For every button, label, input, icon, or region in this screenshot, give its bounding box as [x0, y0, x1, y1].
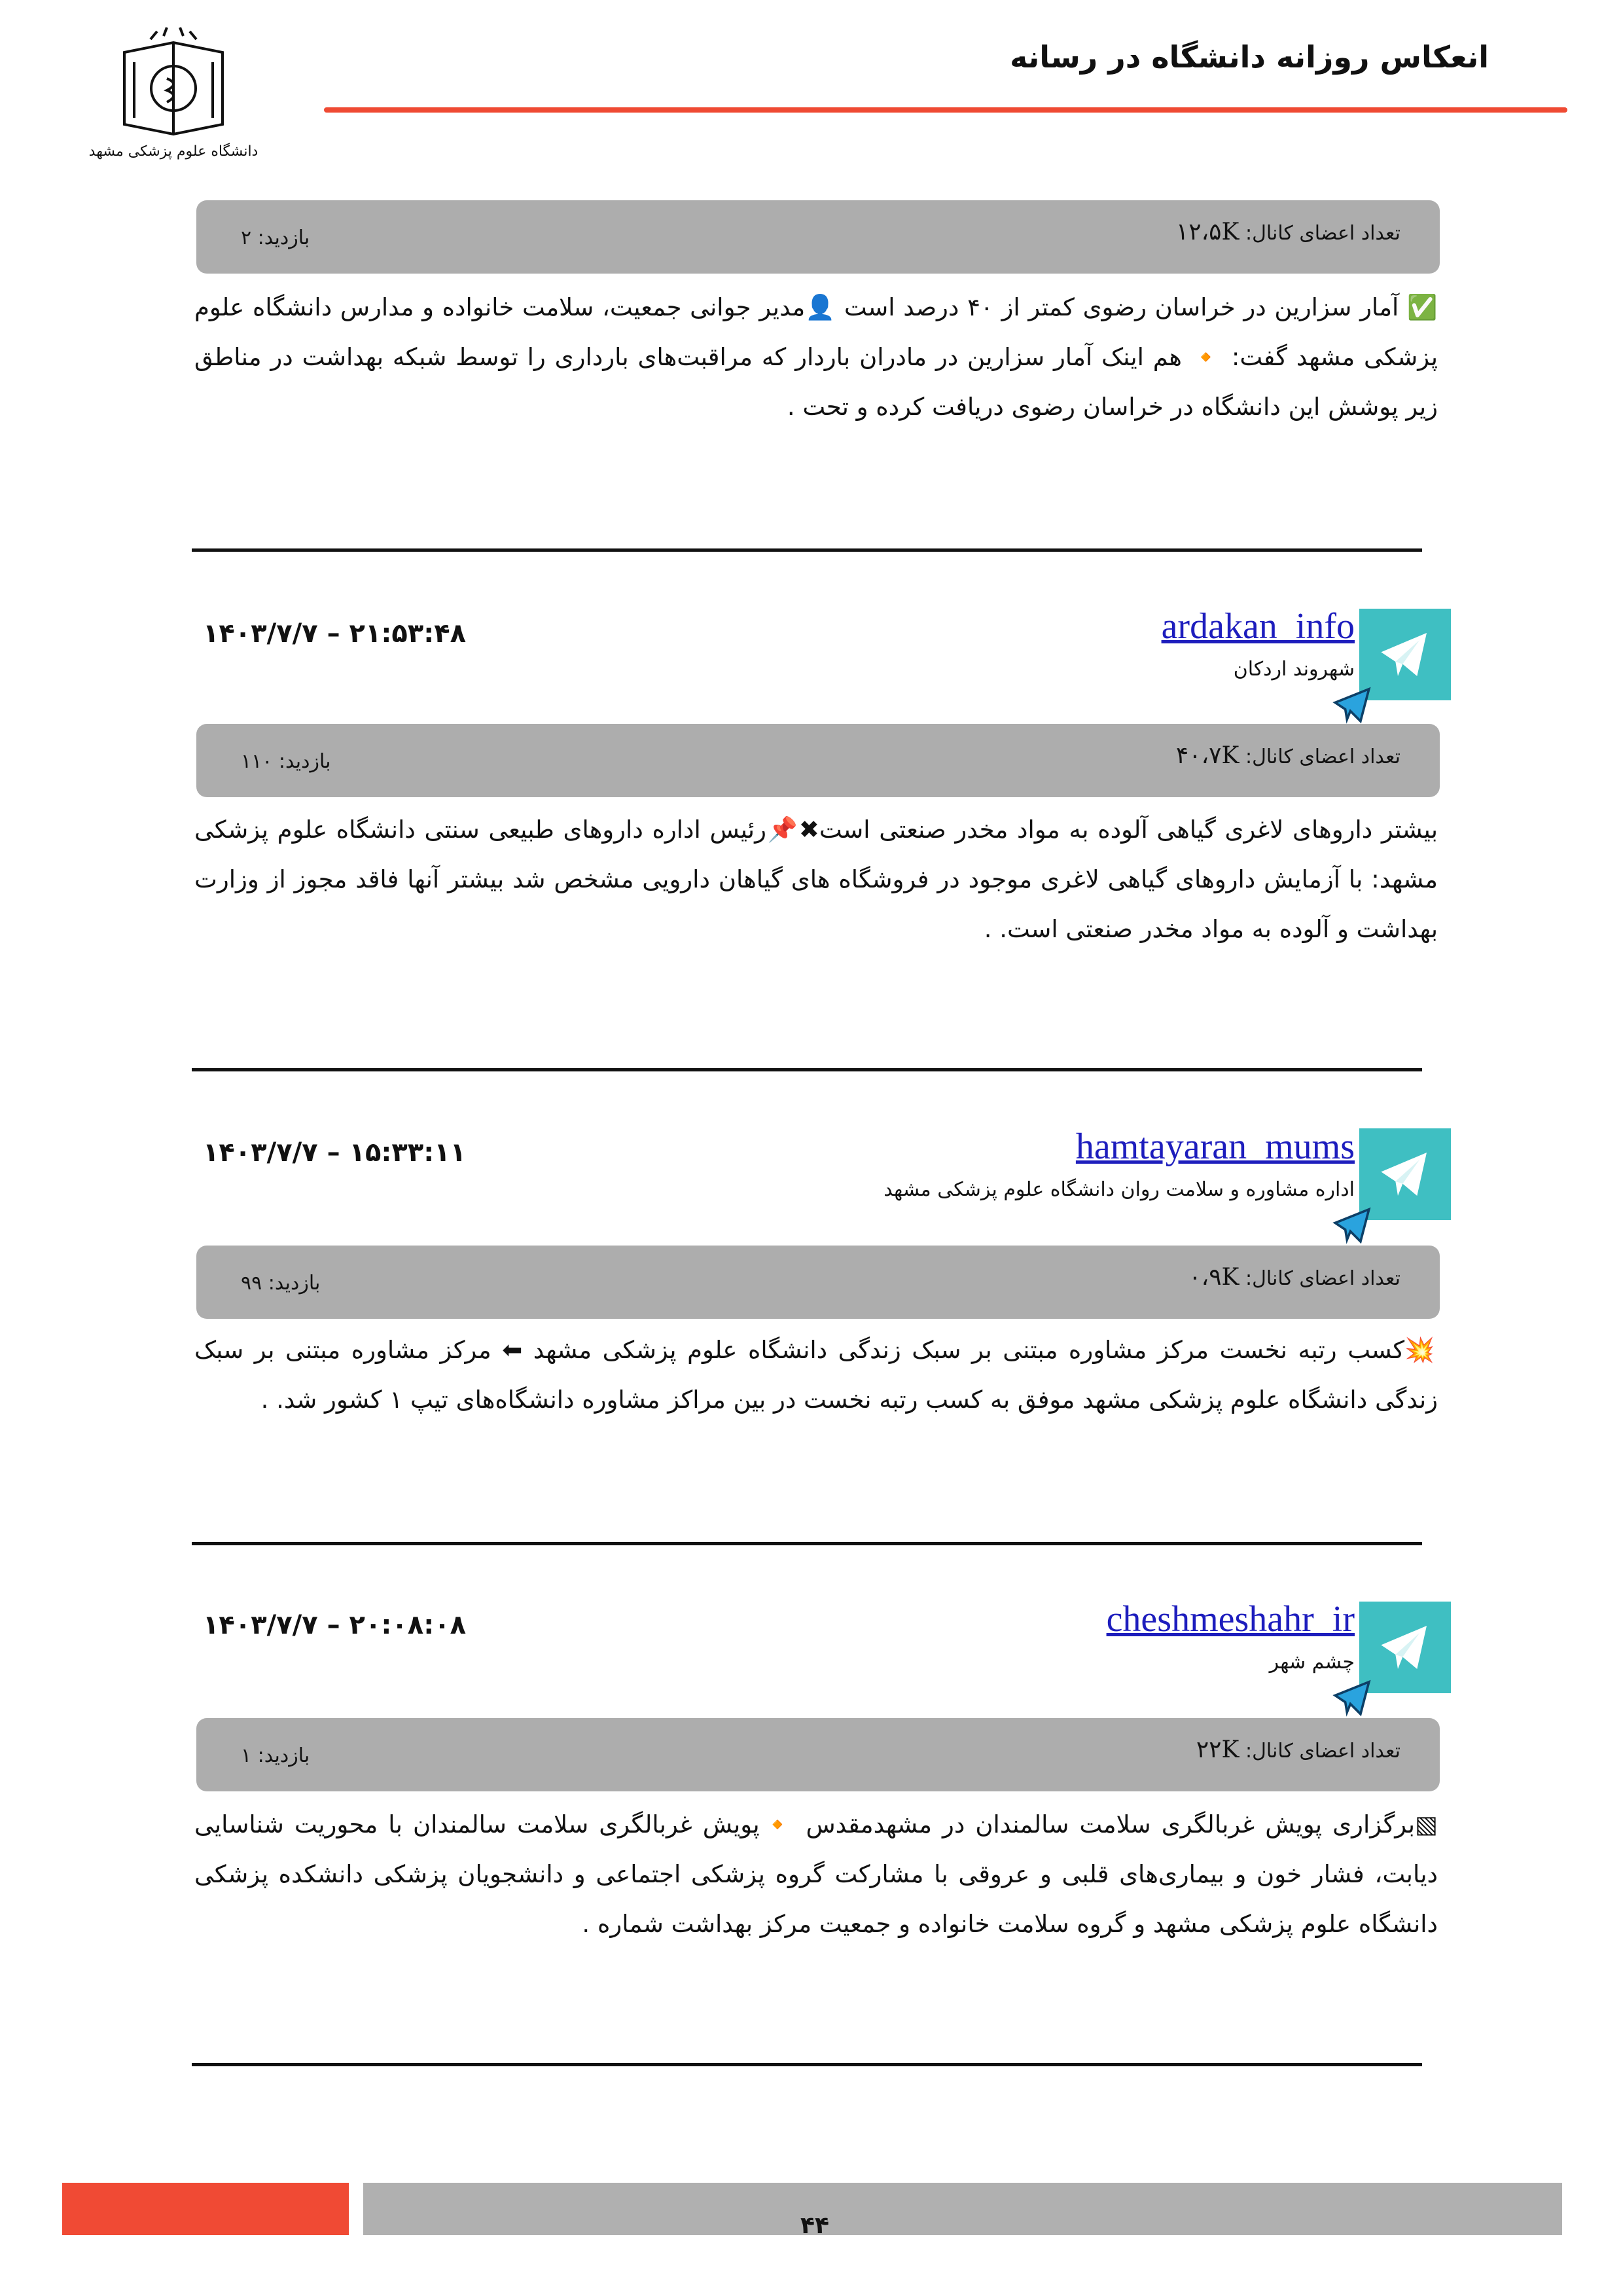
cross-icon: ✖: [798, 816, 819, 844]
channel-subtitle: چشم شهر: [1269, 1651, 1355, 1674]
channel-stats-bar: [196, 200, 1440, 274]
check-icon: ✅: [1406, 293, 1438, 321]
telegram-badge-icon: [1332, 1677, 1372, 1717]
post-datetime: ۱۴۰۳/۷/۷ – ۲۱:۵۳:۴۸: [203, 619, 467, 649]
telegram-badge-icon: [1332, 1204, 1372, 1245]
post-text: ▧برگزاری پویش غربالگری سلامت سالمندان در مشهدمقدس 🔸پویش غربالگری سلامت سالمندان با محوریت شناسایی دیابت، فشار خون و بیماری‌های قلبی و عروقی با مشارکت گروه پزشکی اجتماعی و دانشجویان پزشکی دانشکده پزشکی دانشگاه علوم پزشکی مشهد و گروه سلامت خانواده و جمعیت مرکز بهداشت شماره .: [194, 1810, 1438, 1938]
view-count: بازدید: ۱: [241, 1744, 310, 1767]
channel-name-link[interactable]: cheshmeshahr_ir: [1106, 1599, 1355, 1640]
telegram-badge-icon: [1332, 684, 1372, 725]
post-text: بیشتر داروهای لاغری گیاهی آلوده به مواد مخدر صنعتی است✖📌رئیس اداره داروهای طبیعی سنتی دانشگاه علوم پزشکی مشهد: با آزمایش داروهای گیاهی لاغری موجود در فروشگاه های گیاهان دارویی مشخص شد بیشتر آنها فاقد مجوز از وزارت بهداشت و آلوده به مواد مخدر صنعتی است. .: [194, 816, 1438, 943]
telegram-logo-icon: [1359, 1602, 1451, 1693]
channel-stats-bar: [196, 1718, 1440, 1791]
section-divider: [192, 548, 1422, 552]
footer-accent-bar: [62, 2183, 349, 2235]
page-header-title: انعکاس روزانه دانشگاه در رسانه: [1010, 39, 1489, 75]
diamond-icon: 🔸: [1189, 343, 1222, 371]
logo-caption: دانشگاه علوم پزشکی مشهد: [88, 143, 259, 160]
section-divider: [192, 1542, 1422, 1545]
arrow-left-icon: ⬅: [502, 1336, 523, 1364]
university-logo-icon: [88, 26, 259, 164]
channel-stats-bar: [196, 724, 1440, 797]
post-datetime: ۱۴۰۳/۷/۷ – ۱۵:۳۳:۱۱: [203, 1138, 467, 1168]
person-icon: 👤: [805, 293, 836, 321]
diamond-icon: 🔸: [759, 1810, 796, 1839]
header-divider: [324, 107, 1567, 113]
members-count: تعداد اعضای کانال: ۰،۹K: [1188, 1264, 1400, 1291]
post-text: 💥کسب رتبه نخست مرکز مشاوره مبتنی بر سبک زندگی دانشگاه علوم پزشکی مشهد ⬅ مرکز مشاوره مبتنی بر سبک زندگی دانشگاه علوم پزشکی مشهد موفق به کسب رتبه نخست در بین مراکز مشاوره دانشگاه‌های تیپ ۱ کشور شد. .: [194, 1336, 1438, 1414]
view-count: بازدید: ۱۱۰: [241, 750, 331, 773]
post-text: ✅ آمار سزارین در خراسان رضوی کمتر از ۴۰ درصد است 👤مدیر جوانی جمعیت، سلامت خانواده و مدارس دانشگاه علوم پزشکی مشهد گفت: 🔸 هم اینک آمار سزارین در مادران باردار که مراقبت‌های بارداری را توسط شبکه بهداشت در مناطق زیر پوشش این دانشگاه در خراسان رضوی دریافت کرده و تحت .: [194, 293, 1438, 421]
channel-subtitle: شهروند اردکان: [1233, 658, 1355, 681]
post-datetime: ۱۴۰۳/۷/۷ – ۲۰:۰۸:۰۸: [203, 1610, 467, 1640]
telegram-logo-icon: [1359, 609, 1451, 700]
channel-name-link[interactable]: ardakan_info: [1161, 606, 1355, 647]
view-count: بازدید: ۹۹: [241, 1272, 321, 1295]
members-count: تعداد اعضای کانال: ۴۰،۷K: [1175, 742, 1400, 769]
section-divider: [192, 2063, 1422, 2066]
channel-stats-bar: [196, 1246, 1440, 1319]
members-count: تعداد اعضای کانال: ۱۲،۵K: [1175, 219, 1400, 245]
members-count: تعداد اعضای کانال: ۲۲K: [1196, 1736, 1400, 1763]
view-count: بازدید: ۲: [241, 226, 310, 249]
pin-icon: 📌: [766, 816, 799, 844]
footer-bar: [363, 2183, 1562, 2235]
channel-subtitle: اداره مشاوره و سلامت روان دانشگاه علوم پزشکی مشهد: [883, 1178, 1355, 1201]
section-divider: [192, 1068, 1422, 1071]
burst-icon: 💥: [1404, 1336, 1438, 1364]
page-number: ۴۴: [800, 2212, 829, 2239]
channel-name-link[interactable]: hamtayaran_mums: [1075, 1126, 1355, 1167]
stripes-icon: ▧: [1415, 1810, 1438, 1839]
telegram-logo-icon: [1359, 1128, 1451, 1220]
